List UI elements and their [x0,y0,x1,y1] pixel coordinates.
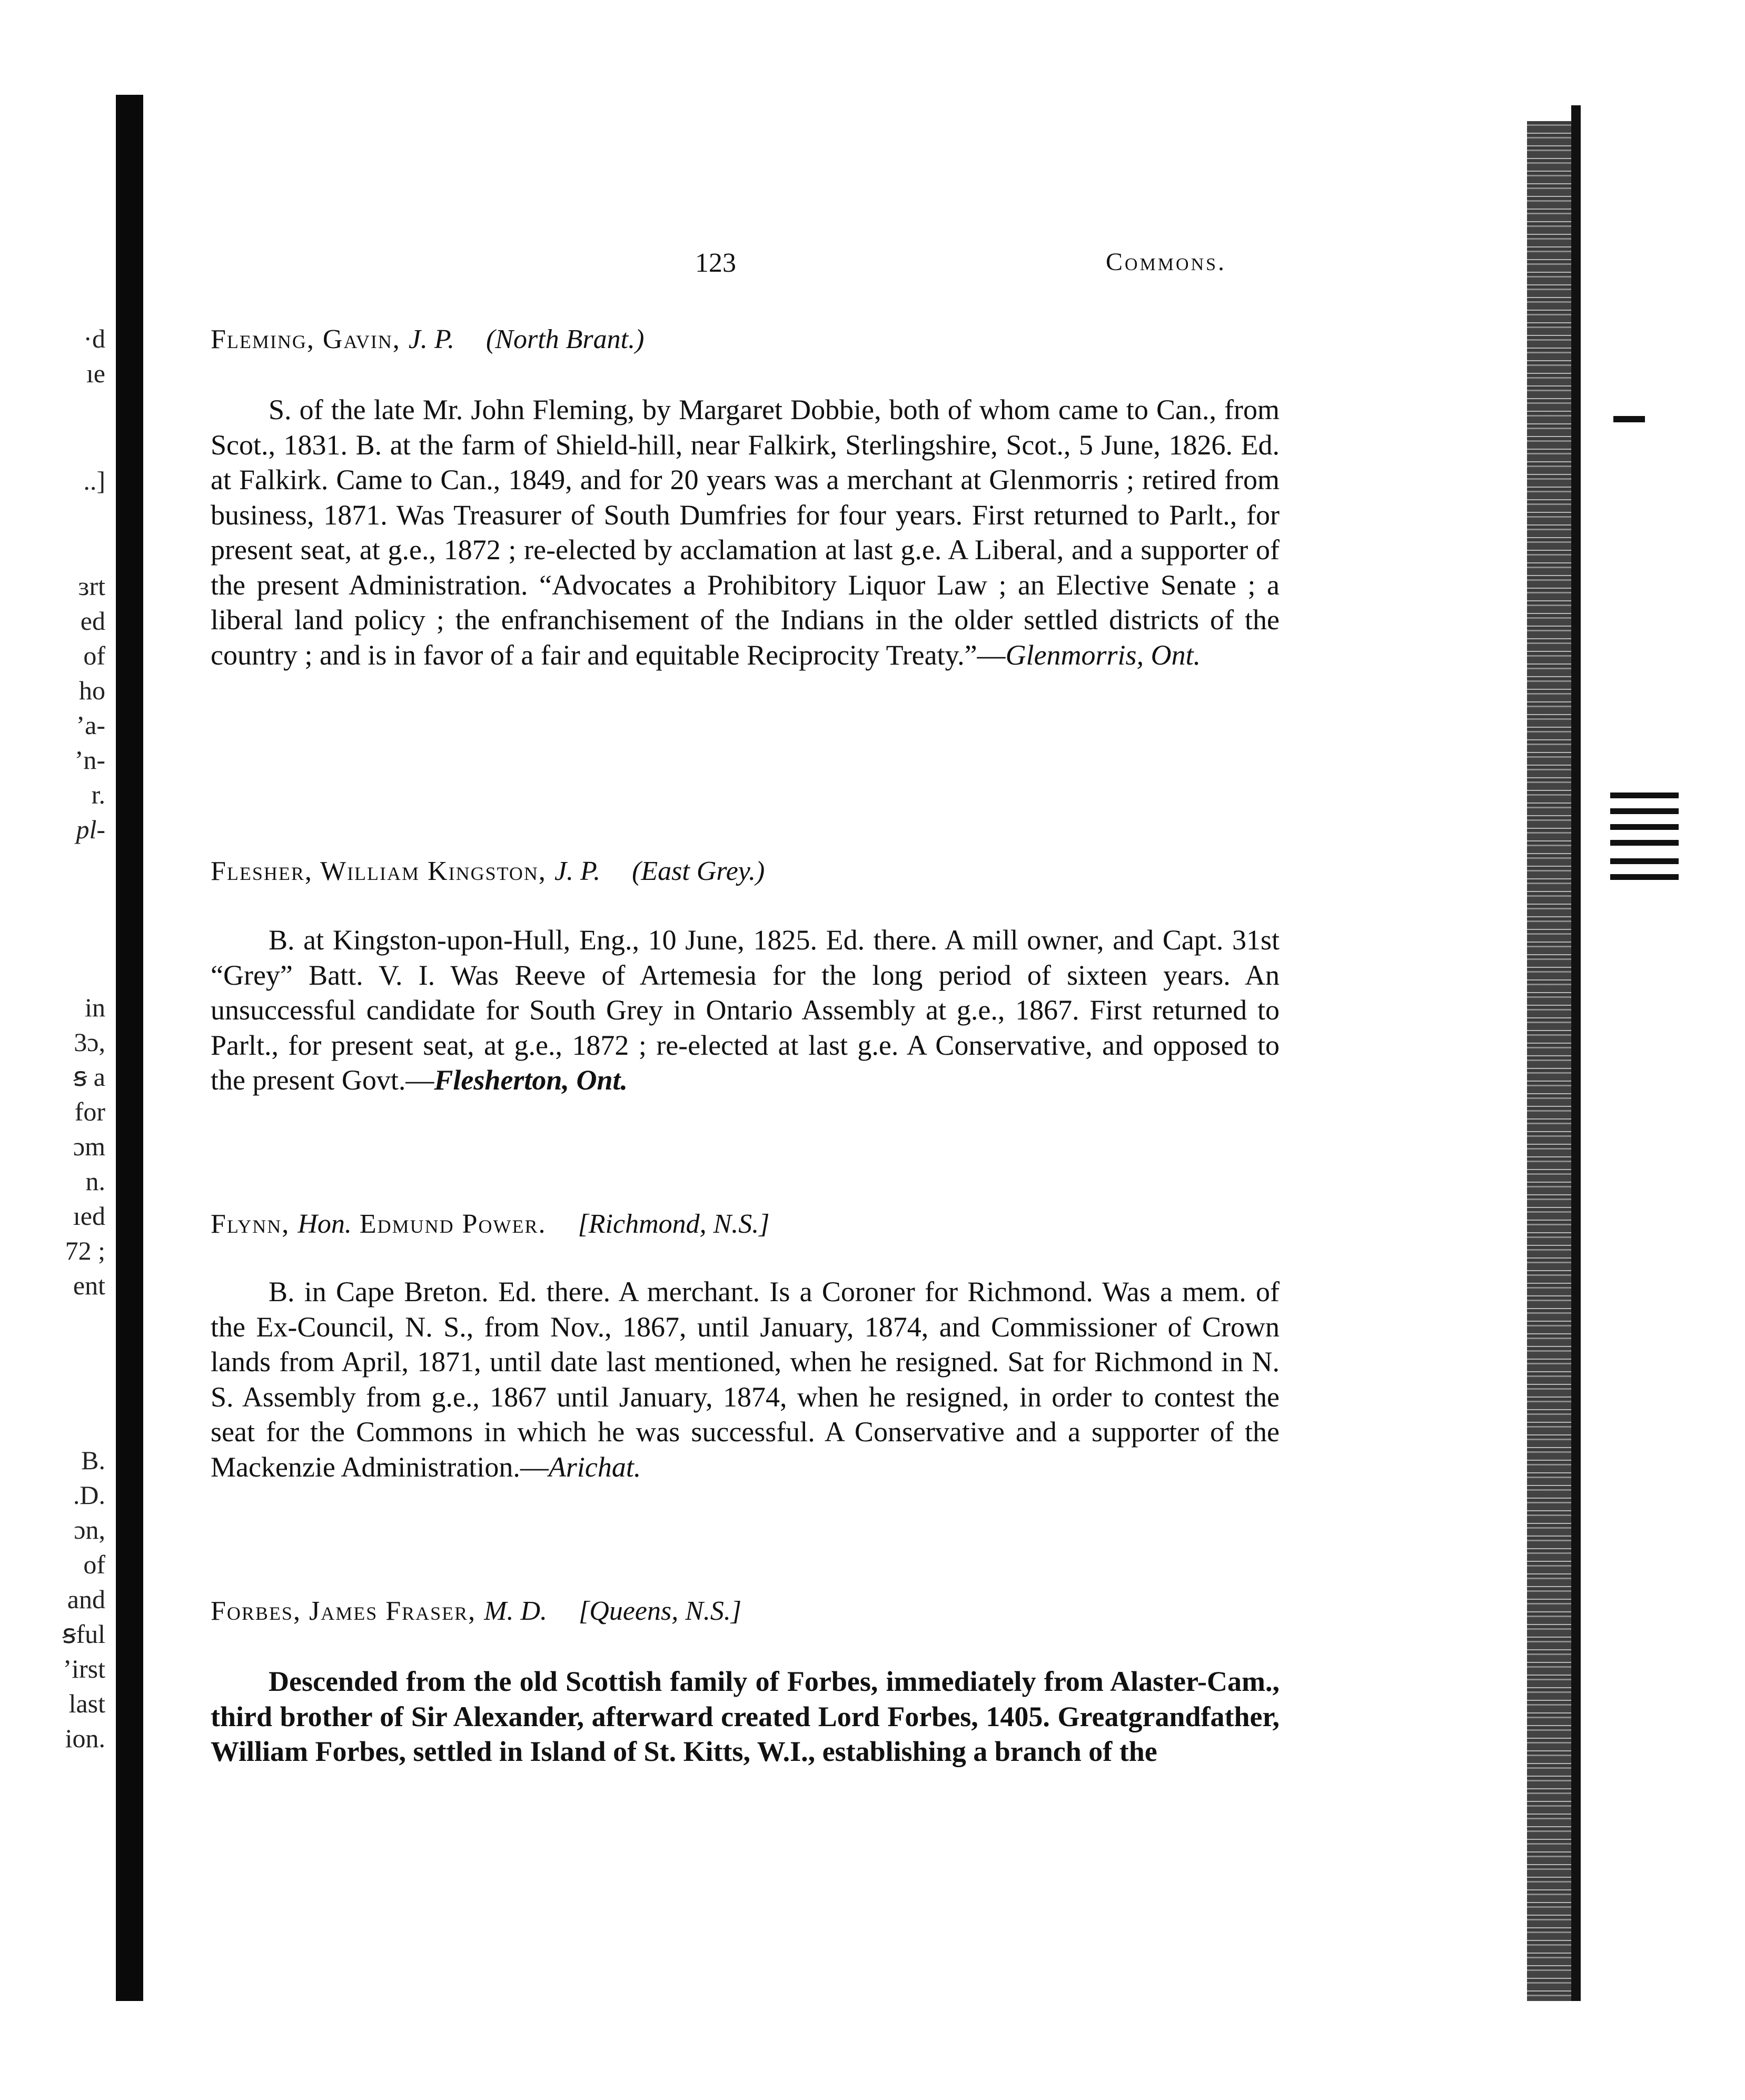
entry-surname: Flesher, [211,856,313,886]
margin-fragment: 3ɔ, [74,1027,105,1057]
margin-fragment: .D. [73,1480,105,1510]
margin-fragment: ɔn, [74,1515,105,1544]
scanner-edge-strip [1527,121,1578,2001]
margin-fragment: ʼirst [63,1654,105,1683]
margin-fragment: ion. [65,1723,105,1753]
scanner-mark [1610,824,1679,830]
margin-fragment: B. [81,1445,105,1475]
entry-text: B. at Kingston-upon-Hull, Eng., 10 June, 1825. Ed. there. A mill owner, and Capt. 31st “Grey” Batt. V. I. Was Reeve of Artemesia for the long period of sixteen years. An unsuccessful candidate for South Grey in Ontario Assembly at g.e., 1867. First returned to Parlt., for present seat, at g.e., 1872 ; re-elected at last g.e. A Conservative, and opposed to the present Govt.— [211,924,1280,1096]
entry-body [211,1664,1280,1769]
entry-given-name: William Kingston, [320,856,547,886]
margin-fragment: ɜrt [78,571,105,601]
margin-fragment: pl- [76,815,105,844]
scanner-mark [1613,416,1645,422]
margin-fragment: 72 ; [65,1236,105,1265]
margin-fragment: ʼn- [74,745,105,775]
entry-title: Hon. [298,1209,352,1239]
margin-fragment: last [68,1689,105,1718]
entry-title: J. P. [554,856,601,886]
entry-riding: [Richmond, N.S.] [578,1209,770,1239]
margin-fragment: ..] [83,466,105,496]
entry-address: Arichat. [548,1451,641,1483]
running-head: Commons. [1106,248,1227,276]
margin-fragment: in [85,993,105,1022]
margin-fragment: r. [91,780,105,809]
entry-heading [211,856,765,887]
entry-title: J. P. [408,324,454,354]
entry-body [211,923,1280,1098]
entry-address: Glenmorris, Ont. [1005,639,1201,671]
margin-fragment: ed [80,606,105,636]
margin-fragment: ·d [83,324,105,353]
entry-text: Descended from the old Scottish family of Forbes, immediately from Alaster-Cam., third brother of Sir Alexander, afterward created Lord Forbes, 1405. Greatgrandfather, William Forbes, settled in Island of St. Kitts, W.I., establishing a branch of the [211,1666,1280,1767]
entry-riding: (North Brant.) [485,324,645,354]
entry-body [211,1274,1280,1484]
page-edge-line [1571,105,1581,2001]
entry-surname: Forbes, [211,1596,301,1626]
entry-surname: Flynn, [211,1209,290,1239]
entry-heading [211,1209,770,1240]
margin-fragment: for [74,1097,105,1126]
scanner-mark [1610,858,1679,864]
entry-surname: Fleming, [211,324,315,354]
margin-fragment: ɔm [73,1132,105,1161]
margin-fragment: and [67,1584,105,1614]
margin-fragment: ꞩ a [73,1062,105,1092]
entry-title: M. D. [484,1596,548,1626]
scanner-mark [1610,793,1679,798]
binding-shadow-bar [116,95,143,2001]
margin-fragment: of [83,1550,105,1579]
page-number: 123 [695,248,736,278]
scanner-mark [1610,874,1679,880]
margin-fragment: ıed [73,1201,105,1231]
entry-address: Flesherton, Ont. [434,1064,628,1096]
margin-fragment: ıe [86,359,105,388]
entry-body [211,392,1280,672]
entry-given-name: James Fraser, [309,1596,477,1626]
margin-fragment: ent [73,1271,105,1300]
margin-fragment: ꞩful [62,1619,105,1649]
margin-fragment: of [83,641,105,670]
entry-heading [211,324,644,355]
entry-heading [211,1596,741,1627]
scanner-mark [1610,840,1679,846]
entry-riding: [Queens, N.S.] [579,1596,742,1626]
margin-fragment: ho [79,676,105,705]
entry-text: B. in Cape Breton. Ed. there. A merchant. Is a Coroner for Richmond. Was a mem. of the Ex-Council, N. S., from Nov., 1867, until January, 1874, and Commissioner of Crown lands from April, 1871, until date last mentioned, when he resigned. Sat for Richmond in N. S. Assembly from g.e., 1867 until January, 1874, when he resigned, in order to contest the seat for the Commons in which he was successful. A Conservative and a supporter of the Mackenzie Administration.— [211,1276,1280,1483]
entry-given-name: Edmund Power. [359,1209,547,1239]
margin-fragment: ʼa- [76,710,105,740]
entry-given-name: Gavin, [322,324,401,354]
scanner-mark [1610,808,1679,814]
entry-text: S. of the late Mr. John Fleming, by Margaret Dobbie, both of whom came to Can., from Scot., 1831. B. at the farm of Shield-hill, near Falkirk, Sterlingshire, Scot., 5 June, 1826. Ed. at Falkirk. Came to Can., 1849, and for 20 years was a merchant at Glenmorris ; retired from business, 1871. Was Treasurer of South Dumfries for four years. First returned to Parlt., for present seat, at g.e., 1872 ; re-elected by acclamation at last g.e. A Liberal, and a supporter of the present Administration. “Advocates a Prohibitory Liquor Law ; an Elective Senate ; a liberal land policy ; the enfranchisement of the Indians in the older settled districts of the country ; and is in favor of a fair and equitable Reciprocity Treaty.”— [211,394,1280,671]
entry-riding: (East Grey.) [632,856,765,886]
margin-fragment: n. [85,1166,105,1196]
